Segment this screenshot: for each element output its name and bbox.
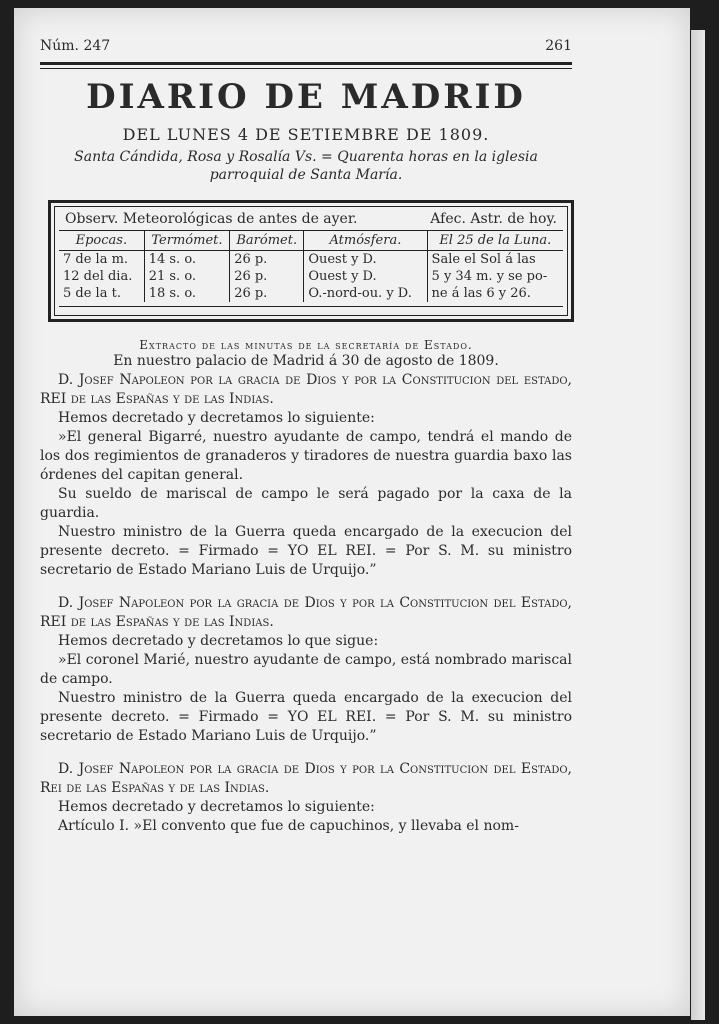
section-title: Extracto de las minutas de la secretaría de Estado. (139, 338, 473, 352)
weather-left-title: Observ. Meteorológicas de antes de ayer. (65, 211, 358, 227)
saints-of-day (40, 148, 572, 184)
issue-number: Núm. 247 (40, 38, 111, 54)
table-cell: 18 s. o. (144, 285, 229, 302)
decree-2-intro: Hemos decretado y decretamos lo que sigue: (58, 633, 379, 649)
decree-3-preamble-text: D. Josef Napoleon por la gracia de Dios y por la Constitucion del Estado, Rei de las Españas y de las Indias. (40, 761, 572, 796)
decree-3-preamble (40, 760, 572, 798)
decree-2-paragraph-1: »El coronel Marié, nuestro ayudante de campo, está nombrado mariscal de campo. (40, 652, 572, 687)
spacer (40, 746, 572, 760)
weather-headings (59, 209, 563, 230)
issue-date: DEL LUNES 4 DE SETIEMBRE DE 1809. (122, 125, 490, 144)
table-cell: 12 del dia. (63, 269, 133, 284)
table-cell: Sale el Sol á las (427, 251, 563, 269)
saints-line-1: Santa Cándida, Rosa y Rosalía Vs. = Quarenta horas en la iglesia (74, 149, 538, 165)
place-date: En nuestro palacio de Madrid á 30 de agosto de 1809. (113, 353, 499, 369)
table-cell: 21 s. o. (144, 268, 229, 285)
decree-3-intro: Hemos decretado y decretamos lo siguiente: (58, 799, 375, 815)
masthead-title: DIARIO DE MADRID (86, 77, 526, 117)
header-rule (40, 62, 572, 69)
table-row (59, 251, 563, 269)
spacer (40, 580, 572, 594)
decree-1-preamble-text: D. Josef Napoleon por la gracia de Dios y por la Constitucion del estado, REI de las Españas y de las Indias. (40, 372, 572, 407)
table-cell: 5 de la t. (63, 286, 121, 301)
page-header (40, 38, 572, 54)
weather-right-title: Afec. Astr. de hoy. (430, 211, 557, 227)
decree-1-intro: Hemos decretado y decretamos lo siguiente: (58, 410, 375, 426)
table-cell: Ouest y D. (304, 268, 427, 285)
table-cell: Ouest y D. (304, 251, 427, 269)
weather-table (59, 230, 563, 302)
decree-1-paragraph-3: Nuestro ministro de la Guerra queda encargado de la execucion del presente decreto. = Firmado = YO EL REI. = Por S. M. su ministro secretario de Estado Mariano Luis de Urquijo.” (40, 524, 572, 578)
table-cell: 26 p. (230, 251, 304, 269)
decree-2-preamble (40, 594, 572, 632)
weather-table-inner (54, 206, 568, 316)
table-cell: 14 s. o. (144, 251, 229, 269)
page-content (40, 38, 572, 836)
col-atmosfera: Atmósfera. (304, 231, 427, 251)
page-number: 261 (545, 38, 572, 54)
col-luna: El 25 de la Luna. (427, 231, 563, 251)
table-cell: O.-nord-ou. y D. (304, 285, 427, 302)
table-cell: 5 y 34 m. y se po- (427, 268, 563, 285)
col-epocas: Epocas. (59, 231, 144, 251)
decree-1-paragraph-2: Su sueldo de mariscal de campo le será pagado por la caxa de la guardia. (40, 486, 572, 521)
table-cell: 7 de la m. (63, 252, 129, 267)
weather-header-row (59, 231, 563, 251)
saints-line-2: parroquial de Santa María. (209, 167, 403, 183)
weather-bottom-rule (59, 306, 563, 313)
col-barometro: Barómet. (230, 231, 304, 251)
decree-1-preamble (40, 371, 572, 409)
table-row (59, 285, 563, 302)
decree-2-preamble-text: D. Josef Napoleon por la gracia de Dios y por la Constitucion del Estado, REI de las Españas y de las Indias. (40, 595, 572, 630)
weather-table-box (48, 200, 574, 322)
table-cell: 26 p. (230, 285, 304, 302)
decree-1-paragraph-1: »El general Bigarré, nuestro ayudante de campo, tendrá el mando de los dos regimientos de granaderos y tiradores de nuestra guardia baxo las órdenes del capitan general. (40, 429, 572, 483)
table-cell: ne á las 6 y 26. (427, 285, 563, 302)
decree-3-article: Artículo I. »El convento que fue de capuchinos, y llevaba el nom- (58, 818, 519, 834)
table-cell: 26 p. (230, 268, 304, 285)
col-termometro: Termómet. (144, 231, 229, 251)
table-row (59, 268, 563, 285)
page-edge (691, 30, 705, 1020)
newspaper-page (14, 8, 690, 1016)
decree-2-paragraph-2: Nuestro ministro de la Guerra queda encargado de la execucion del presente decreto. = Firmado = YO EL REI. = Por S. M. su ministro secretario de Estado Mariano Luis de Urquijo.” (40, 690, 572, 744)
